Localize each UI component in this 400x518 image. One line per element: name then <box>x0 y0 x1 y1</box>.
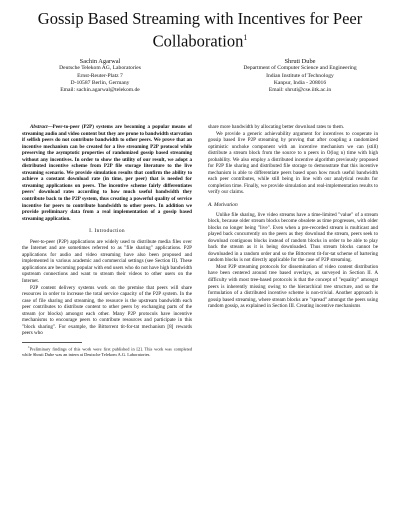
author-name: Sachin Agarwal <box>79 58 121 65</box>
author-email: Email: shruti@cse.iitk.ac.in <box>268 87 332 94</box>
author-affiliation: Deutsche Telekom AG, Laboratories <box>59 65 141 72</box>
footnote-text: Preliminary findings of this work were first published in [2]. This work was completed while Shruti Dube was an intern at Deutsche Telekom A.G. Laboratories. <box>22 346 192 357</box>
body-paragraph: Peer-to-peer (P2P) applications are widely used to distribute media files over the Internet and are sometimes referred to as "file sharing" applications. P2P applications for audio and video streaming have also been proposed and implemented in various academic and commercial settings (see Section II). These applications are becoming popular with end users who do not have high bandwidth upstream connections and want to stream their videos to other users on the Internet. <box>22 238 192 285</box>
left-column <box>22 124 192 357</box>
footnote <box>22 345 192 357</box>
abstract-text: —Peer-to-peer (P2P) systems are becoming a popular means of streaming audio and video content but they are prone to bandwidth starvation if selfish peers do not contribute bandwidth to other peers. We prove that an incentive mechanism can be created for a live streaming P2P protocol while preserving the asymptotic properties of randomized gossip based streaming without any incentives. In order to show the utility of our result, we adopt a distributed incentive scheme from P2P file storage literature to the live streaming scenario. We provide simulation results that confirm the ability to achieve a constant download rate (in time, per peer) that is needed for streaming applications on peers. The incentive scheme fairly differentiates peers' download rates according to how much useful bandwidth they contribute back to the P2P system, thus creating a powerful quality of service incentive for peers to contribute bandwidth to other peers. In addition we provide preliminary data from a real implementation of a gossip based streaming application. <box>22 124 192 222</box>
body-paragraph: Most P2P streaming protocols for dissemination of video content distribution have been centered around tree based overlays, as surveyed in Section II. A difficulty with most tree-based protocols is that the concept of "equality" amongst peers is inherently missing owing to the hierarchical tree structure, and so the formulation of a distributed incentive scheme is non-trivial. Another approach is gossip based streaming, where stream blocks are "spread" amongst the peers using random gossip, as explained in Section III. Creating incentive mechanisms <box>208 263 378 310</box>
introduction-heading: I. Introduction <box>89 228 125 235</box>
body-paragraph: We provide a generic achievability argument for incentives to cooperate in gossip based live P2P streaming by proving that after coupling a randomized optimistic unchoke component with an incentive mechanism we can (still) distribute a stream block from the source to n peers in O(log n) time with high probability. We also employ a distributed incentive algorithm previously proposed for P2P file sharing and distributed file storage to demonstrate that this incentive mechanism is able to differentiate peers based upon how much useful bandwidth each peer contributes, while still being in line with our analytical results for completion time. Finally, we provide simulation and real-implementation results to verify our claims. <box>208 130 378 196</box>
author-affiliation: Department of Computer Science and Engineering <box>243 65 357 72</box>
title-footnote-mark: 1 <box>243 33 248 42</box>
abstract <box>22 124 192 222</box>
author-address-line: Ernst-Reuter-Platz 7 <box>77 72 123 79</box>
right-column <box>208 124 378 310</box>
author-address-line: D-10587 Berlin, Germany <box>70 79 130 86</box>
author-address-line: Indian Institute of Technology <box>266 72 334 79</box>
author-name: Shruti Dube <box>284 58 316 65</box>
paper-title <box>0 9 400 51</box>
body-paragraph: P2P content delivery systems work on the premise that peers will share resources in order to increase the total service capacity of the P2P system. In the case of file sharing and streaming, the resource is the upstream bandwidth each peer contributes to distribute content to other peers by exchanging parts of the stream (or blocks) amongst each other. Many P2P protocols have incentive mechanisms to encourage peers to contribute resources and participate in this "block sharing". For example, the Bittorrent tit-for-tat mechanism [8] rewards peers who <box>22 284 192 337</box>
author-email: Email: sachin.agarwal@telekom.de <box>60 87 140 94</box>
author-address-line: Kanpur, India - 208016 <box>273 79 327 86</box>
body-paragraph: Unlike file sharing, live video streams have a time-limited "value" of a stream block, because older stream blocks become obsolete as time progresses, with older blocks no longer being "live". Even when a pre-recorded stream is multicast and played back concurrently on the peers as they download the stream, peers seek to download contiguous blocks instead of random blocks in order to be able to play back the stream as it is being downloaded. Thus stream blocks cannot be downloaded in a random order and so the Bittorrent tit-for-tat scheme of bartering random blocks is not directly applicable for the case of P2P streaming. <box>208 211 378 264</box>
motivation-heading: A. Motivation <box>208 202 238 209</box>
body-paragraph: share more bandwidth by allocating better download rates to them. <box>208 124 345 130</box>
author-2 <box>200 58 400 94</box>
author-1 <box>0 58 200 94</box>
footnote-mark: 1 <box>28 344 30 349</box>
author-block <box>0 58 400 94</box>
footnote-rule <box>22 342 82 343</box>
abstract-label: Abstract <box>30 124 48 130</box>
title-text: Gossip Based Streaming with Incentives for Peer Collaboration <box>37 9 363 51</box>
